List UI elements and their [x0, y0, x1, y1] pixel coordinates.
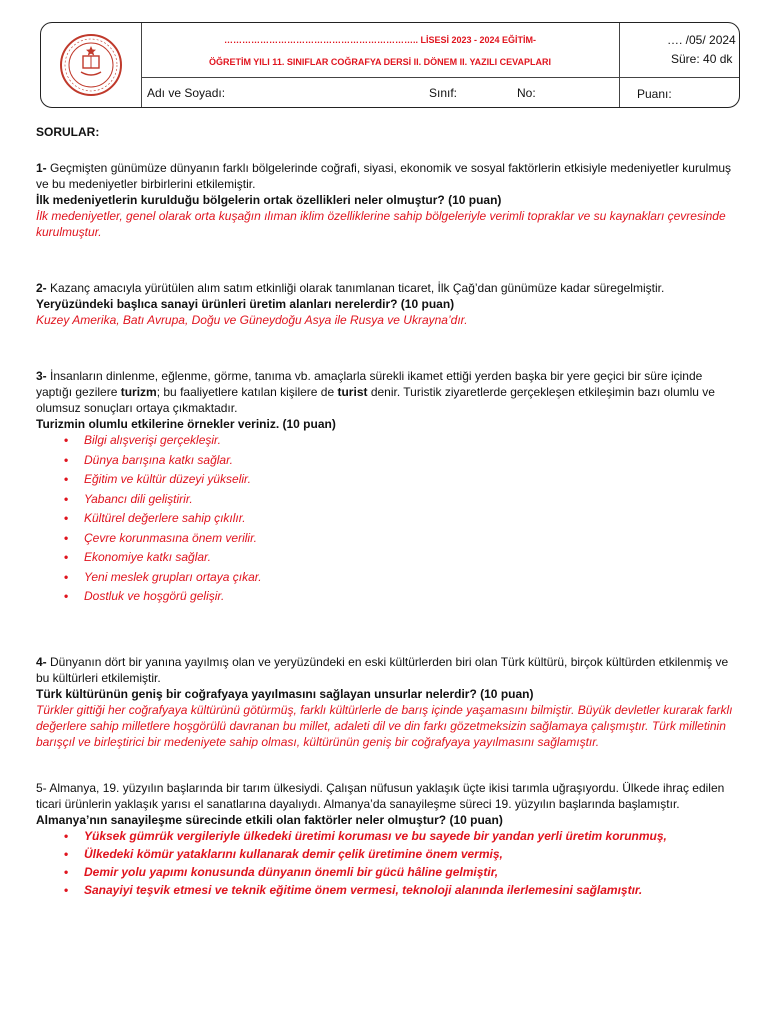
- student-info-row: [141, 77, 620, 107]
- question-body-c: denir. Turistik ziyaretlerde gerçekleşen etkileşimin bazı olumlu ve olumsuz sonuçları ortaya çıkmaktadır.: [36, 385, 715, 415]
- question-prompt: Turizmin olumlu etkilerine örnekler veriniz. (10 puan): [36, 417, 336, 431]
- question-number: 1-: [36, 161, 47, 175]
- number-label: No:: [517, 86, 536, 100]
- logo-cell: [41, 23, 142, 107]
- score-label: Puanı:: [637, 87, 672, 101]
- question-4: [36, 654, 738, 750]
- list-item: • Dünya barışına katkı sağlar.: [84, 452, 738, 468]
- answer-text: İlk medeniyetler, genel olarak orta kuşağın ılıman iklim özelliklerine sahip bölgeleriyle verimli topraklar ve su kaynakları çevresinde kurulmuştur.: [36, 209, 726, 239]
- question-prompt: İlk medeniyetlerin kurulduğu bölgelerin ortak özellikleri neler olmuştur? (10 puan): [36, 193, 502, 207]
- question-2: [36, 280, 738, 328]
- exam-title-line1: ……………………………………………………….. LİSESİ 2023 - 2024 EĞİTİM-: [223, 35, 537, 45]
- class-label: Sınıf:: [429, 86, 458, 100]
- exam-title-line2: ÖĞRETİM YILI 11. SINIFLAR COĞRAFYA DERSİ II. DÖNEM II. YAZILI CEVAPLARI: [208, 57, 552, 67]
- question-body: Kazanç amacıyla yürütülen alım satım etkinliği olarak tanımlanan ticaret, İlk Çağ’dan günümüze kadar süregelmiştir.: [46, 281, 665, 295]
- exam-content: [36, 120, 738, 900]
- list-item: • Çevre korunmasına önem verilir.: [84, 530, 738, 546]
- question-number: 2-: [36, 281, 47, 295]
- question-number: 3-: [36, 369, 47, 383]
- list-item: • Eğitim ve kültür düzeyi yükselir.: [84, 471, 738, 487]
- question-prompt: Türk kültürünün geniş bir coğrafyaya yayılmasını sağlayan unsurlar nelerdir? (10 puan): [36, 686, 534, 701]
- question-body: Almanya, 19. yüzyılın başlarında bir tarım ülkesiydi. Çalışan nüfusun yaklaşık üçte ikisi tarımla uğraşıyordu. Ülkede ihraç edilen ticari ürünlerin yaklaşık yarısı el sanatlarına dayalıydı. Almanya’da sanayileşme süreci 19. yüzyılın başlarında başlamıştır.: [36, 780, 725, 811]
- question-text: [36, 654, 738, 686]
- question-number: 5-: [36, 780, 47, 795]
- list-item: • Ekonomiye katkı sağlar.: [84, 549, 738, 565]
- answer-text: Türkler gittiği her coğrafyaya kültürünü götürmüş, farklı kültürlerle de barış içinde yaşamasını bilmiştir. Büyük devletler kurarak farklı değerlere sahip milletlere hoşgörülü davranan bu millet, adaleti dil ve din farkı gözetmeksizin sağlamaya çalışmıştır. Türk milletinin barışçıl ve birleştirici bir medeniyete sahip olması, kültürünün geniş bir coğrafyaya yayılmasını sağlamıştır.: [36, 702, 733, 749]
- exam-header: [40, 22, 740, 108]
- exam-duration: Süre: 40 dk: [671, 52, 733, 66]
- list-item: • Yabancı dili geliştirir.: [84, 491, 738, 507]
- answer-text: Kuzey Amerika, Batı Avrupa, Doğu ve Güneydoğu Asya ile Rusya ve Ukrayna’dır.: [36, 313, 468, 327]
- term-turizm: turizm: [120, 385, 157, 399]
- question-body: Geçmişten günümüze dünyanın farklı bölgelerinde coğrafi, siyasi, ekonomik ve sosyal faktörlerin etkisiyle medeniyetler kurulmuş ve bu medeniyetler birbirlerini etkilemiştir.: [36, 161, 731, 191]
- list-item: • Yeni meslek grupları ortaya çıkar.: [84, 569, 738, 585]
- answer-list: [36, 432, 738, 604]
- question-text: [36, 780, 738, 812]
- list-item: • Bilgi alışverişi gerçekleşir.: [84, 432, 738, 448]
- answer-list: [36, 828, 738, 898]
- date-cell: [619, 23, 739, 78]
- question-5: [36, 780, 738, 898]
- questions-heading: SORULAR:: [36, 125, 100, 139]
- list-item: • Yüksek gümrük vergileriyle ülkedeki üretimi koruması ve bu sayede bir yandan yerli üretim korunmuş,: [84, 828, 738, 844]
- exam-title: [141, 23, 620, 78]
- list-item: • Kültürel değerlere sahip çıkılır.: [84, 510, 738, 526]
- question-number: 4-: [36, 654, 47, 669]
- term-turist: turist: [337, 385, 368, 399]
- name-label: Adı ve Soyadı:: [147, 86, 226, 100]
- question-text: [36, 280, 738, 296]
- question-1: [36, 160, 738, 240]
- question-prompt: Almanya’nın sanayileşme sürecinde etkili olan faktörler neler olmuştur? (10 puan): [36, 812, 503, 827]
- ministry-logo: [53, 32, 129, 98]
- question-prompt: Yeryüzündeki başlıca sanayi ürünleri üretim alanları nerelerdir? (10 puan): [36, 297, 455, 311]
- list-item: • Sanayiyi teşvik etmesi ve teknik eğitime önem vermesi, teknoloji alanında ilerlemesini sağlamıştır.: [84, 882, 738, 898]
- score-cell: [619, 77, 739, 107]
- question-3: [36, 368, 738, 604]
- list-item: • Dostluk ve hoşgörü gelişir.: [84, 588, 738, 604]
- list-item: • Ülkedeki kömür yataklarını kullanarak demir çelik üretimine önem vermiş,: [84, 846, 738, 862]
- question-text: [36, 160, 738, 192]
- question-body-b: ; bu faaliyetlere katılan kişilere de: [156, 385, 338, 399]
- list-item: • Demir yolu yapımı konusunda dünyanın önemli bir gücü hâline gelmiştir,: [84, 864, 738, 880]
- question-body: Dünyanın dört bir yanına yayılmış olan ve yeryüzündeki en eski kültürlerden biri olan Türk kültürü, birçok kültürden etkilenmiş ve bu kültürleri etkilemiştir.: [36, 654, 729, 685]
- question-text: [36, 368, 738, 416]
- exam-date: …. /05/ 2024: [667, 33, 736, 47]
- question-body-a: İnsanların dinlenme, eğlenme, görme, tanıma vb. amaçlarla sürekli ikamet ettiği yerden başka bir yere geçici bir süre içinde yaptığı gezilere: [36, 369, 703, 399]
